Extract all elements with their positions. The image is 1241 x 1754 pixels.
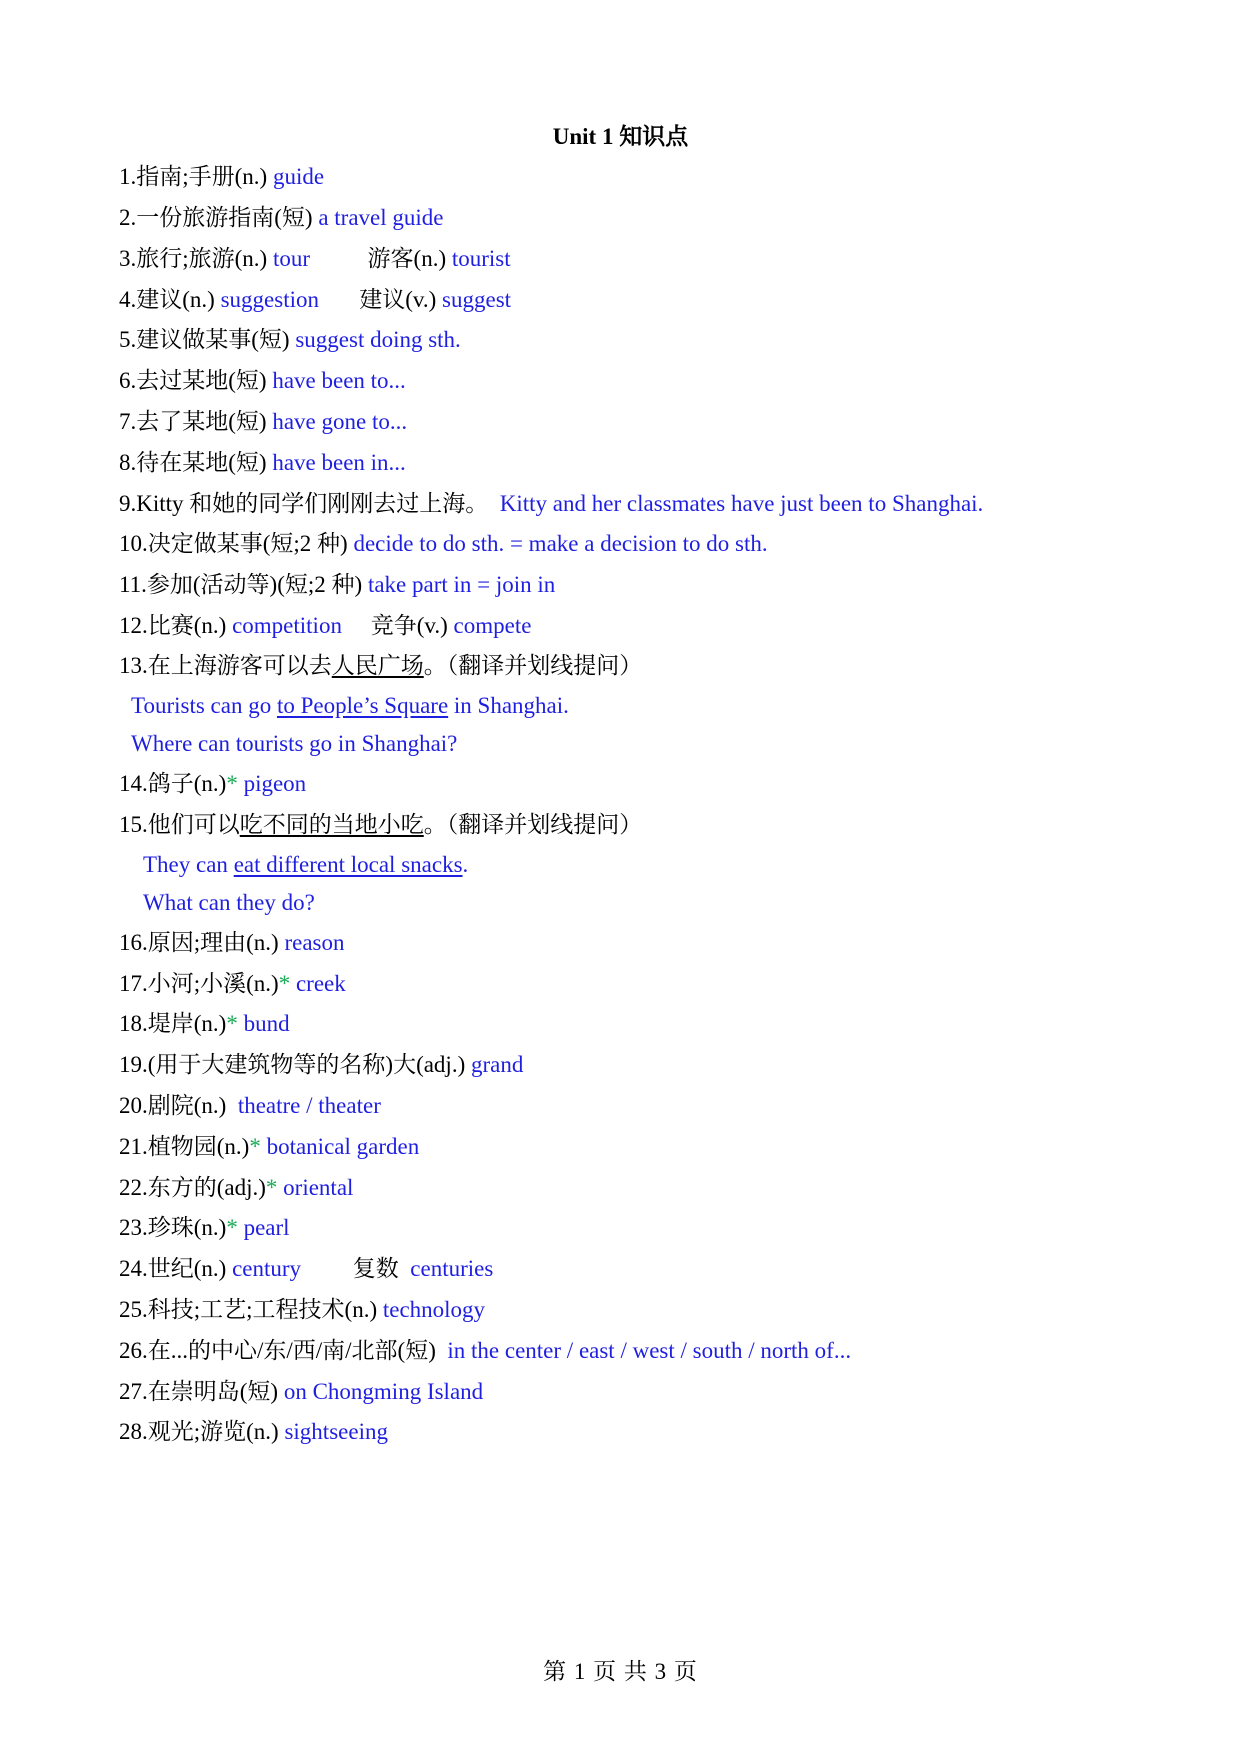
list-item [119, 1377, 483, 1407]
line-segment: suggest [442, 287, 512, 312]
line-segment: sightseeing [284, 1419, 388, 1444]
list-item [119, 407, 407, 437]
line-segment: have been to... [272, 368, 406, 393]
list-item [119, 203, 444, 233]
list-item [119, 810, 642, 840]
line-segment: suggest doing sth. [295, 327, 461, 352]
line-segment: * [249, 1134, 261, 1159]
list-item [119, 570, 555, 600]
line-segment: 8.待在某地(短) [119, 450, 273, 475]
line-segment: botanical garden [260, 1134, 420, 1159]
line-segment: century [232, 1256, 302, 1281]
line-segment: 复数 [301, 1256, 411, 1281]
line-segment: * [226, 771, 238, 796]
line-segment: bund [237, 1011, 290, 1036]
line-segment: 6.去过某地(短) [119, 368, 273, 393]
line-segment: 9.Kitty 和她的同学们刚刚去过上海。 [119, 491, 500, 516]
list-item [119, 769, 306, 799]
line-segment: * [278, 971, 291, 996]
list-item [119, 1336, 851, 1366]
list-item [119, 1173, 353, 1203]
list-item [119, 969, 346, 999]
line-segment: 13.在上海游客可以去 [119, 653, 332, 678]
page-title: Unit 1 知识点 [552, 124, 689, 149]
list-item [131, 729, 457, 759]
line-segment: 18.堤岸(n.) [119, 1011, 227, 1036]
line-segment: 。（翻译并划线提问） [423, 653, 643, 678]
list-item [119, 611, 531, 641]
list-item [119, 489, 983, 519]
line-segment: 19.(用于大建筑物等的名称)大(adj.) [119, 1052, 471, 1077]
line-segment: 7.去了某地(短) [119, 409, 273, 434]
list-item [119, 448, 406, 478]
line-segment: to People’s Square [276, 693, 449, 718]
list-item [119, 366, 406, 396]
line-segment: 10.决定做某事(短;2 种) [119, 531, 354, 556]
line-segment: pearl [237, 1215, 290, 1240]
list-item [119, 162, 324, 192]
line-segment: . [462, 852, 469, 877]
line-segment: 竞争(v.) [341, 613, 454, 638]
list-item [119, 529, 768, 559]
line-segment: 15.他们可以 [119, 812, 240, 837]
line-segment: 23.珍珠(n.) [119, 1215, 227, 1240]
line-segment: Tourists can go [131, 693, 277, 718]
line-segment: 25.科技;工艺;工程技术(n.) [119, 1297, 383, 1322]
line-segment: 5.建议做某事(短) [119, 327, 296, 352]
line-segment: 3.旅行;旅游(n.) [119, 246, 273, 271]
list-item [119, 1417, 388, 1447]
line-segment: in Shanghai. [448, 693, 569, 718]
line-segment: 吃不同的当地小吃 [239, 812, 424, 837]
list-item [119, 285, 511, 315]
line-segment: theatre / theater [237, 1093, 381, 1118]
line-segment: have gone to... [272, 409, 408, 434]
line-segment: take part in = join in [367, 572, 556, 597]
line-segment: 27.在崇明岛(短) [119, 1379, 284, 1404]
list-item [131, 691, 569, 721]
list-item [119, 244, 511, 274]
line-segment: a travel guide [318, 205, 444, 230]
line-segment: have been in... [272, 450, 406, 475]
line-segment: grand [471, 1052, 524, 1077]
list-item [143, 850, 468, 880]
line-segment: centuries [410, 1256, 494, 1281]
line-segment: tourist [451, 246, 511, 271]
list-item [119, 1132, 419, 1162]
line-segment: 14.鸽子(n.) [119, 771, 227, 796]
line-segment: on Chongming Island [283, 1379, 484, 1404]
line-segment: technology [382, 1297, 486, 1322]
list-item [119, 1295, 485, 1325]
line-segment: 12.比赛(n.) [119, 613, 233, 638]
line-segment: 4.建议(n.) [119, 287, 221, 312]
line-segment: eat different local snacks [233, 852, 463, 877]
line-segment: creek [290, 971, 346, 996]
list-item [119, 325, 461, 355]
line-segment: 16.原因;理由(n.) [119, 930, 285, 955]
page-footer: 第 1 页 共 3 页 [543, 1659, 698, 1684]
list-item [119, 1091, 381, 1121]
line-segment: 建议(v.) [318, 287, 443, 312]
line-segment: * [265, 1175, 278, 1200]
list-item [143, 888, 315, 918]
line-segment: tour [272, 246, 311, 271]
list-item [119, 928, 345, 958]
line-segment: 11.参加(活动等)(短;2 种) [119, 572, 368, 597]
line-segment: They can [143, 852, 234, 877]
line-segment: suggestion [220, 287, 319, 312]
line-segment: 20.剧院(n.) [119, 1093, 238, 1118]
line-segment: Where can tourists go in Shanghai? [131, 731, 458, 756]
line-segment: pigeon [237, 771, 307, 796]
line-segment: 28.观光;游览(n.) [119, 1419, 285, 1444]
line-segment: 。（翻译并划线提问） [423, 812, 643, 837]
line-segment: * [226, 1215, 238, 1240]
line-segment: 26.在...的中心/东/西/南/北部(短) [119, 1338, 448, 1363]
line-segment: reason [284, 930, 345, 955]
line-segment: decide to do sth. = make a decision to do sth. [353, 531, 768, 556]
line-segment: guide [272, 164, 325, 189]
line-segment: 2.一份旅游指南(短) [119, 205, 319, 230]
line-segment: 17.小河;小溪(n.) [119, 971, 279, 996]
line-segment: competition [232, 613, 342, 638]
line-segment: 24.世纪(n.) [119, 1256, 233, 1281]
line-segment: 21.植物园(n.) [119, 1134, 250, 1159]
line-segment: oriental [277, 1175, 354, 1200]
line-segment: What can they do? [143, 890, 315, 915]
list-item [119, 1213, 290, 1243]
line-segment: 1.指南;手册(n.) [119, 164, 273, 189]
line-segment: 人民广场 [331, 653, 424, 678]
line-segment: 游客(n.) [310, 246, 452, 271]
line-segment: 22.东方的(adj.) [119, 1175, 266, 1200]
line-segment: in the center / east / west / south / north of... [447, 1338, 852, 1363]
line-segment: * [226, 1011, 238, 1036]
line-segment: compete [453, 613, 532, 638]
list-item [119, 1009, 290, 1039]
line-segment: Kitty and her classmates have just been to Shanghai. [499, 491, 984, 516]
list-item [119, 651, 642, 681]
list-item [119, 1050, 523, 1080]
list-item [119, 1254, 493, 1284]
